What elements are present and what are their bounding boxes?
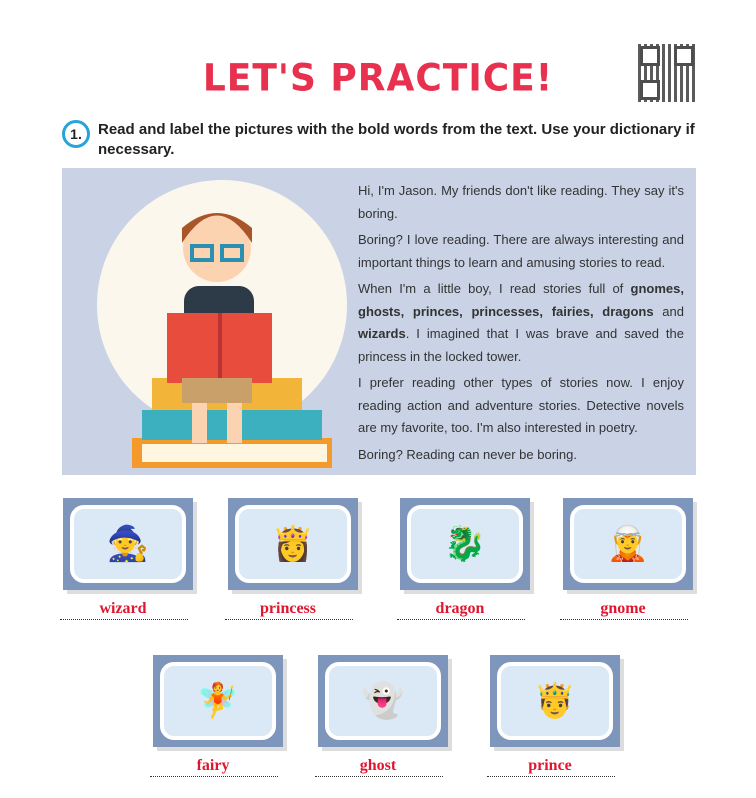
story-paragraph <box>358 278 684 368</box>
picture-card-ghost <box>318 655 448 747</box>
answer-line[interactable] <box>397 619 525 620</box>
ghost-icon: 👻 <box>361 682 405 720</box>
picture-card-prince <box>490 655 620 747</box>
answer-line[interactable] <box>560 619 688 620</box>
page-title: LET'S PRACTICE! <box>202 56 554 101</box>
exercise-number: 1. <box>62 120 90 148</box>
text: When I'm a little boy, I read stories full of <box>358 281 631 296</box>
gnome-icon: 🧝 <box>606 525 650 563</box>
qr-code <box>638 44 696 102</box>
bold-words: wizards <box>358 326 406 341</box>
answer-line[interactable] <box>315 776 443 777</box>
picture-card-fairy <box>153 655 283 747</box>
text: and <box>653 303 684 319</box>
answer-label: princess <box>260 600 316 617</box>
answer-label: wizard <box>99 600 147 617</box>
answer-line[interactable] <box>150 776 278 777</box>
story-paragraph: I prefer reading other types of stories now. I enjoy reading action and adventure stories. Detective novels are my favorite, too. I'm also interested in poetry. <box>358 375 684 435</box>
answer-label: dragon <box>435 600 485 617</box>
bold-words: gnomes, ghosts, princes, princesses, fairies, dragons <box>358 281 684 319</box>
story-paragraph: Boring? Reading can never be boring. <box>358 446 577 462</box>
exercise-instruction: Read and label the pictures with the bold words from the text. Use your dictionary if necessary. <box>98 121 695 158</box>
answer-line[interactable] <box>487 776 615 777</box>
picture-card-dragon <box>400 498 530 590</box>
answer-label: ghost <box>359 757 397 774</box>
picture-card-wizard <box>63 498 193 590</box>
picture-card-gnome <box>563 498 693 590</box>
answer-label: fairy <box>196 757 230 774</box>
story-text <box>358 180 684 470</box>
answer-label: prince <box>528 757 572 774</box>
dragon-icon: 🐉 <box>443 525 487 563</box>
fairy-icon: 🧚 <box>196 682 240 720</box>
picture-card-princess <box>228 498 358 590</box>
princess-icon: 👸 <box>271 525 315 563</box>
text: . I imagined that I was brave and saved the princess in the locked tower. <box>358 326 684 364</box>
wizard-icon: 🧙 <box>106 525 150 563</box>
story-panel <box>62 168 696 475</box>
story-paragraph: Hi, I'm Jason. My friends don't like reading. They say it's boring. <box>358 183 684 221</box>
prince-icon: 🤴 <box>533 682 577 720</box>
boy-reading-illustration <box>122 198 352 475</box>
story-paragraph: Boring? I love reading. There are always interesting and important things to learn and amusing stories to read. <box>358 232 684 270</box>
answer-line[interactable] <box>225 619 353 620</box>
answer-line[interactable] <box>60 619 188 620</box>
answer-label: gnome <box>600 600 646 617</box>
